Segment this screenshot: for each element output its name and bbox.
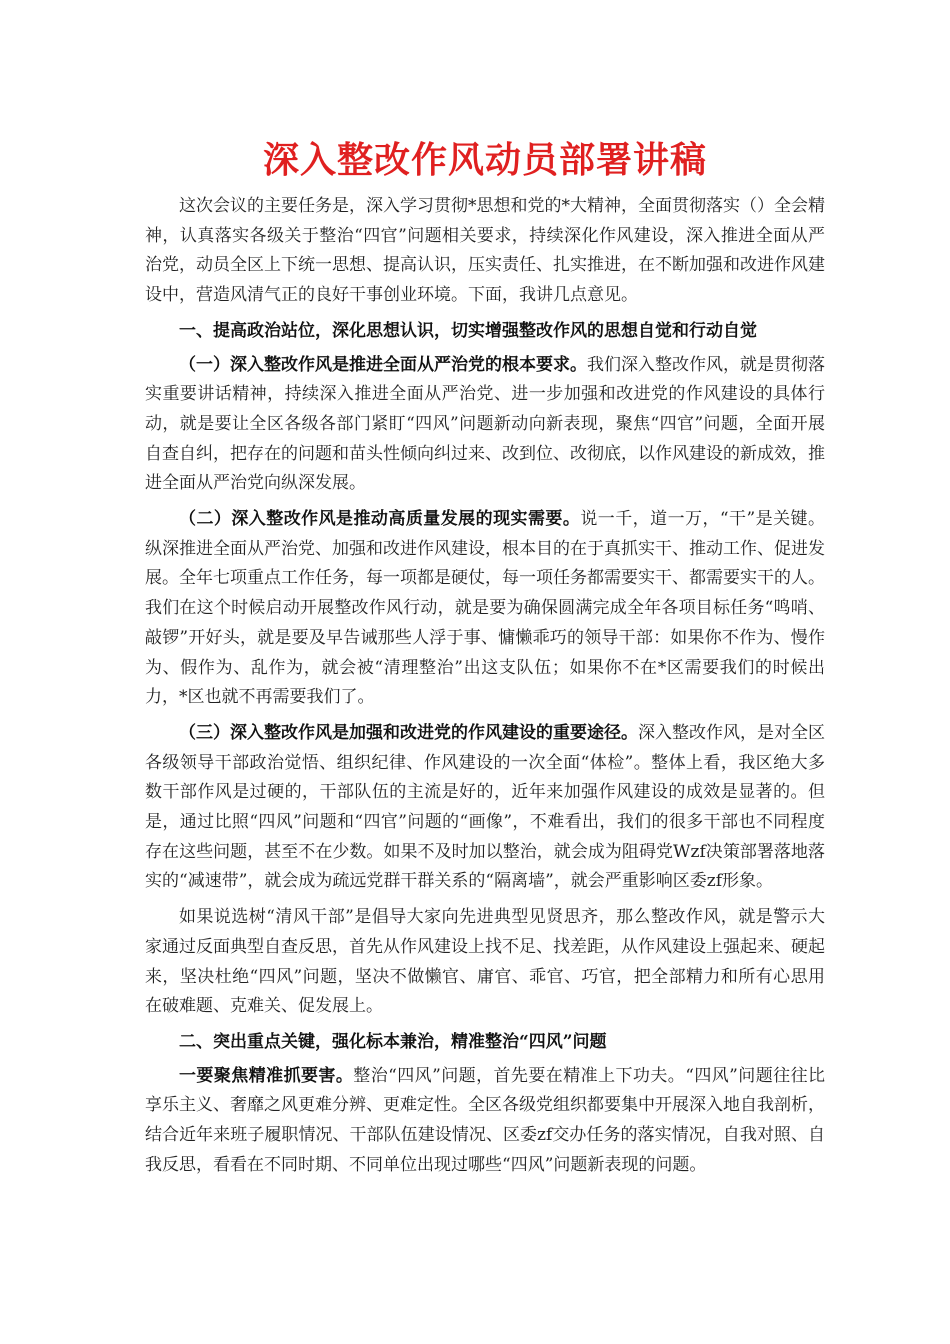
section-1-paragraph-3-body: 深入整改作风，是对全区各级领导干部政治觉悟、组织纪律、作风建设的一次全面“体检”。整体上看，我区绝大多数干部作风是过硬的，干部队伍的主流是好的，近年来加强作风建设的成效是显著的。但是，通过比照“四风”问题和“四官”问题的“画像”，不难看出，我们的很多干部也不同程度存在这些问题，甚至不在少数。如果不及时加以整治，就会成为阻碍党Wzf决策部署落地落实的“减速带”，就会成为疏远党群干群关系的“隔离墙”，就会严重影响区委zf形象。 (145, 722, 825, 892)
section-1-paragraph-2-body: 说一千，道一万，“干”是关键。纵深推进全面从严治党、加强和改进作风建设，根本目的在于真抓实干、推动工作、促进发展。全年七项重点工作任务，每一项都是硬仗，每一项任务都需要实干、都需要实干的人。我们在这个时候启动开展整改作风行动，就是要为确保圆满完成全年各项目标任务“鸣哨、敲锣”开好头，就是要及早告诫那些人浮于事、慵懒乖巧的领导干部：如果你不作为、慢作为、假作为、乱作为，就会被“清理整治”出这支队伍；如果你不在*区需要我们的时候出力，*区也就不再需要我们了。 (145, 509, 825, 708)
document-title: 深入整改作风动员部署讲稿 (262, 139, 707, 181)
section-2-heading: 二、突出重点关键，强化标本兼治，精准整治“四风”问题 (179, 1031, 607, 1052)
document-page (145, 130, 825, 1185)
section-1-paragraph-3 (145, 719, 825, 897)
section-1-heading: 一、提高政治站位，深化思想认识，切实增强整改作风的思想自觉和行动自觉 (179, 320, 757, 341)
section-1-paragraph-2-lead: （二）深入整改作风是推动高质量发展的现实需要。 (179, 509, 581, 530)
section-1-paragraph-1-lead: （一）深入整改作风是推进全面从严治党的根本要求。 (179, 354, 587, 375)
section-1-paragraph-1 (145, 351, 825, 500)
section-2-paragraph-1-lead: 一要聚焦精准抓要害。 (179, 1065, 354, 1086)
section-1-paragraph-3-lead: （三）深入整改作风是加强和改进党的作风建设的重要途径。 (179, 722, 638, 743)
intro-paragraph: 这次会议的主要任务是，深入学习贯彻*思想和党的*大精神，全面贯彻落实（）全会精神，认真落实各级关于整治“四官”问题相关要求，持续深化作风建设，深入推进全面从严治党，动员全区上下统一思想、提高认识，压实责任、扎实推进，在不断加强和改进作风建设中，营造风清气正的良好干事创业环境。下面，我讲几点意见。 (145, 196, 825, 306)
section-2-paragraph-1 (145, 1062, 825, 1181)
section-1-paragraph-2 (145, 505, 825, 713)
section-1-paragraph-1-body: 我们深入整改作风，就是贯彻落实重要讲话精神，持续深入推进全面从严治党、进一步加强和改进党的作风建设的具体行动，就是要让全区各级各部门紧盯“四风”问题新动向新表现，聚焦“四官”问题，全面开展自查自纠，把存在的问题和苗头性倾向纠过来、改到位、改彻底，以作风建设的新成效，推进全面从严治党向纵深发展。 (145, 354, 825, 494)
section-1-paragraph-4: 如果说选树“清风干部”是倡导大家向先进典型见贤思齐，那么整改作风，就是警示大家通过反面典型自查反思，首先从作风建设上找不足、找差距，从作风建设上强起来、硬起来，坚决杜绝“四风”问题，坚决不做懒官、庸官、乖官、巧官，把全部精力和所有心思用在破难题、克难关、促发展上。 (145, 907, 825, 1017)
section-2-paragraph-1-body: 整治“四风”问题，首先要在精准上下功夫。“四风”问题往往比享乐主义、奢靡之风更难分辨、更难定性。全区各级党组织都要集中开展深入地自我剖析，结合近年来班子履职情况、干部队伍建设情况、区委zf交办任务的落实情况，自我对照、自我反思，看看在不同时期、不同单位出现过哪些“四风”问题新表现的问题。 (145, 1065, 826, 1175)
